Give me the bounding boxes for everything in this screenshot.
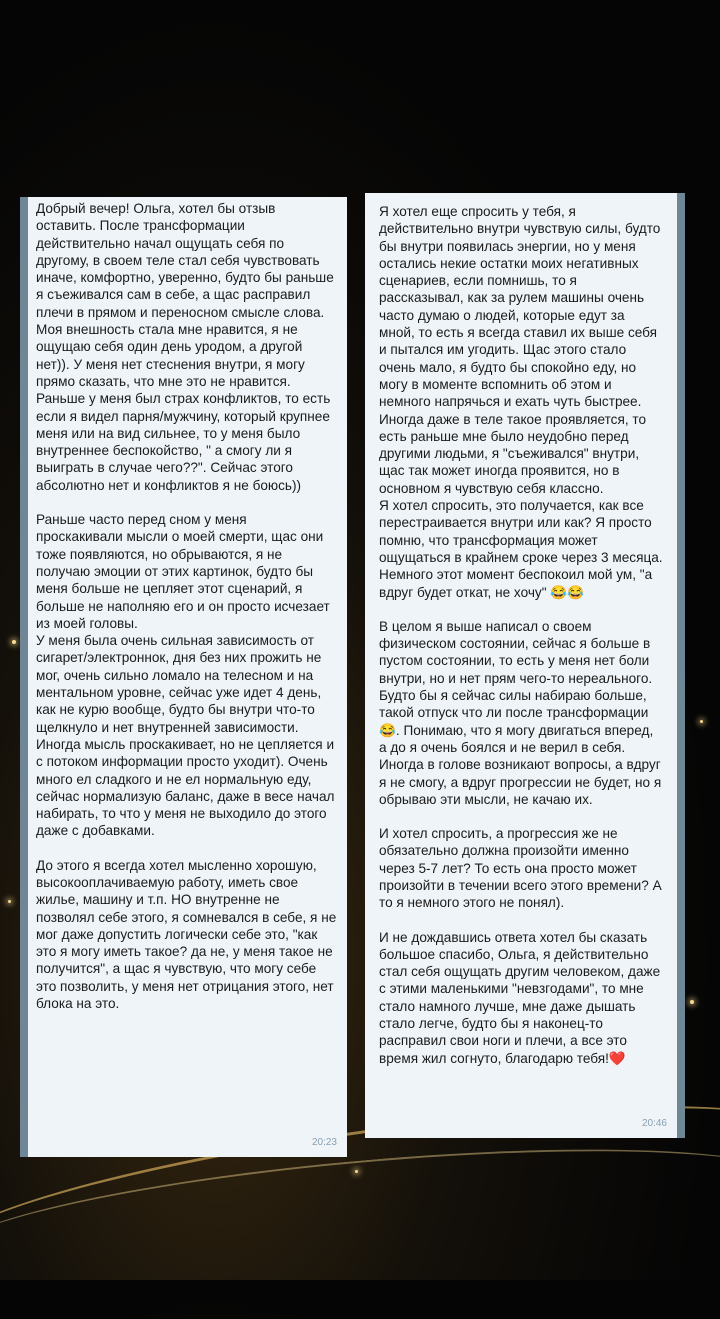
- message-bubble-left[interactable]: [20, 197, 347, 1157]
- sparkle: [355, 1170, 358, 1173]
- message-paragraph: Добрый вечер! Ольга, хотел бы отзыв оставить. После трансформации действительно начал ощущать себя по другому, в своем теле стал себя чувствовать иначе, комфортно, уверенно, будто бы раньше я съеживался сам в себе, а щас расправил плечи в прямом и переносном смысле слова. Моя внешность стала мне нравится, я не ощущаю себя один день уродом, а другой нет)). У меня нет стеснения внутри, я могу прямо сказать, что мне это не нравится. Раньше у меня был страх конфликтов, то есть если я видел парня/мужчину, который крупнее меня или на вид сильнее, то у меня было внутреннее беспокойство, " а смогу ли я выиграть в случае чего??". Сейчас этого абсолютно нет и конфликтов я не боюсь)): [36, 201, 334, 493]
- message-bubble-right[interactable]: [365, 193, 685, 1138]
- message-time: 20:23: [311, 1136, 337, 1148]
- message-paragraph: И хотел спросить, а прогрессия же не обязательно должна произойти именно через 5-7 лет? То есть она просто может произойти в течении всего этого времени? А то я немного этого не понял).: [379, 826, 662, 911]
- sparkle: [700, 720, 703, 723]
- message-paragraph: И не дождавшись ответа хотел бы сказать большое спасибо, Ольга, я действительно стал себя ощущать другим человеком, даже с этими маленькими "невзгодами", то мне стало намного лучше, мне даже дышать стало легче, будто бы я наконец-то расправил свои ноги и плечи, а все это время жил согнуто, благодарю тебя!❤️: [379, 929, 661, 1066]
- sparkle: [8, 900, 11, 903]
- message-paragraph: В целом я выше написал о своем физическом состоянии, сейчас я больше в пустом состоянии, то есть у меня нет боли внутри, но и нет прям чего-то нереального. Будто бы я сейчас силы набираю больше, такой отпуск что ли после трансформации😂. Понимаю, что я могу двигаться вперед, а до я очень боялся и не верил в себя. Иногда в голове возникают вопросы, а вдруг я не смогу, а вдруг прогрессии не будет, но я обрываю эти мысли, не качаю их.: [379, 618, 662, 807]
- message-paragraph: Я хотел еще спросить у тебя, я действительно внутри чувствую силы, будто бы внутри появилась энергии, но у меня остались некие остатки моих негативных сценариев, если помнишь, то я рассказывал, как за рулем машины очень часто думаю о людей, которые едут за мной, то есть я всегда ставил их выше себя и пытался им угодить. Щас этого стало очень мало, я будто бы спокойно еду, но могу в моменте вспомнить об этом и немного напрячься и ехать чуть быстрее. Иногда даже в теле такое проявляется, то есть раньше мне было неудобно перед другими людьми, я "съеживался" внутри, щас так может иногда проявится, но в основном я чувствую себя классно. Я хотел спросить, это получается, как все перестраивается внутри или как? Я просто помню, что трансформация может ощущаться в крайнем сроке через 3 месяца. Немного этот момент беспокоил мой ум, "а вдруг будет откат, не хочу" 😂😂: [379, 204, 663, 600]
- message-paragraph: Раньше часто перед сном у меня проскакивали мысли о моей смерти, щас они тоже появляются, но обрываются, я не получаю эмоции от этих картинок, будто бы меня больше не цепляет этот сценарий, я больше не наполняю его и он просто исчезает из моей головы. У меня была очень сильная зависимость от сигарет/электроннок, дня без них прожить не мог, очень сильно ломало на телесном и на ментальном уровне, сейчас уже идет 4 день, как не курю вообще, будто бы внутри что-то щелкнуло и нет внутренней зависимости. Иногда мысль проскакивает, но не цепляется и с потоком информации просто уходит). Очень много ел сладкого и не ел нормальную еду, сейчас нормализую баланс, даже в весе начал набирать, то что у меня не выходило до этого даже с добавками.: [36, 512, 335, 839]
- sparkle: [690, 1000, 694, 1004]
- message-paragraph: До этого я всегда хотел мысленно хорошую, высокооплачиваемую работу, иметь свое жилье, машину и т.п. НО внутренне не позволял себе этого, я сомневался в себе, я не мог даже допустить логически себе это, "как это я могу иметь такое? да не, у меня такое не получится", а щас я чувствую, что могу себе это позволить, у меня нет отрицания этого, нет блока на это.: [36, 857, 337, 1012]
- message-time: 20:46: [641, 1117, 667, 1129]
- sparkle: [12, 640, 16, 644]
